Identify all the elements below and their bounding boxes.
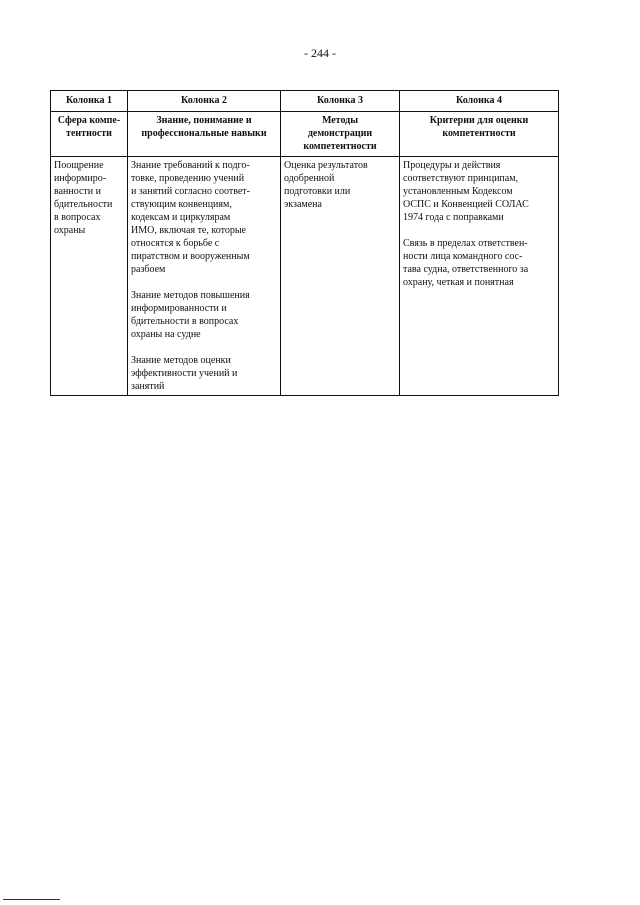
column-number-row: [51, 91, 559, 112]
column-3-number: Колонка 3: [281, 91, 400, 112]
cell-knowledge: [128, 157, 281, 396]
column-1-number: Колонка 1: [51, 91, 128, 112]
header-sphere: Сфера компе- тентности: [57, 115, 121, 139]
methods-text: Оценка результатов одобренной подготовки или экзамена: [284, 160, 368, 210]
competence-table: [50, 90, 559, 396]
column-2-number: Колонка 2: [128, 91, 281, 112]
header-criteria: Критерии для оценки компетентности: [429, 115, 529, 139]
cell-methods: [281, 157, 400, 396]
table-row: [51, 157, 559, 396]
column-4-number: Колонка 4: [400, 91, 559, 112]
cell-criteria: [400, 157, 559, 396]
page-number: - 244 -: [304, 46, 336, 60]
header-row: [51, 112, 559, 157]
criteria-paragraph: Процедуры и действия соответствуют принципам, установленным Кодексом ОСПС и Конвенцией СОЛАС 1974 года с поправками: [403, 160, 529, 223]
criteria-paragraph: Связь в пределах ответствен- ности лица командного сос- тава судна, ответственного за охрану, четкая и понятная: [403, 238, 529, 288]
knowledge-paragraph: Знание требований к подго- товке, проведению учений и занятий согласно соответ- ствующим конвенциям, кодексам и циркулярам ИМО, включая те, которые относятся к борьбе с пиратством и вооруженным разбоем: [131, 160, 250, 275]
sphere-text: Поощрение информиро- ванности и бдительности в вопросах охраны: [54, 160, 113, 236]
header-methods: Методы демонстрации компетентности: [303, 115, 377, 152]
cell-sphere: [51, 157, 128, 396]
knowledge-paragraph: Знание методов оценки эффективности учений и занятий: [131, 355, 238, 392]
header-knowledge: Знание, понимание и профессиональные навыки: [141, 115, 267, 139]
footnote-divider: [3, 899, 60, 900]
knowledge-paragraph: Знание методов повышения информированности и бдительности в вопросах охраны на судне: [131, 290, 250, 340]
